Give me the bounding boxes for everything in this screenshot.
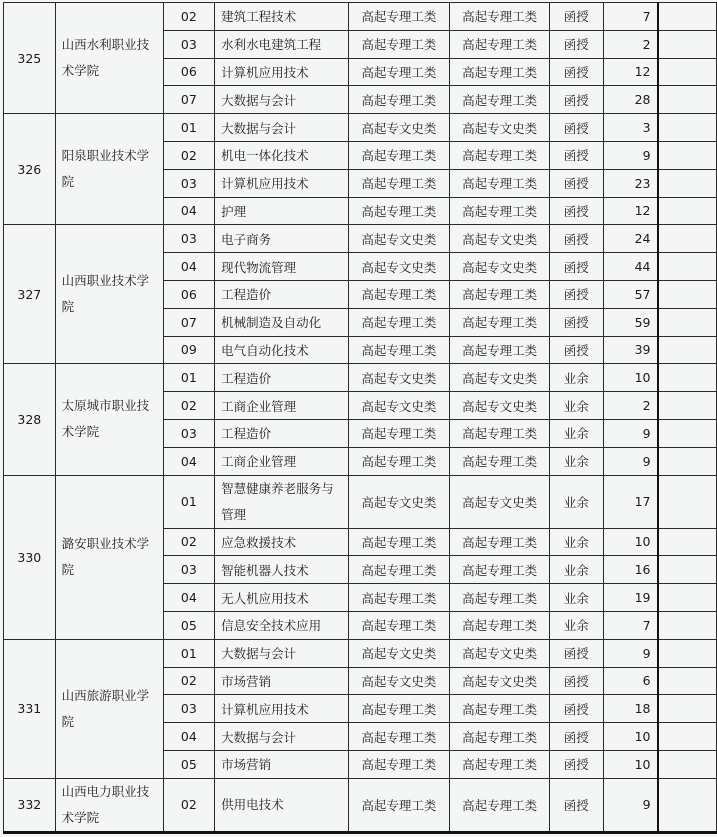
empty-cell — [658, 364, 717, 392]
exam-category: 高起专理工类 — [450, 336, 550, 364]
major-code: 03 — [163, 225, 214, 253]
category: 高起专理工类 — [348, 169, 450, 197]
institution-code: 325 — [4, 3, 56, 114]
major-code: 03 — [163, 419, 214, 447]
empty-cell — [658, 667, 717, 695]
plan-count: 18 — [603, 695, 657, 723]
table-row — [4, 114, 717, 142]
empty-cell — [658, 723, 717, 751]
exam-category: 高起专文史类 — [450, 639, 550, 667]
study-mode: 业余 — [549, 611, 603, 639]
category: 高起专理工类 — [348, 528, 450, 556]
exam-category: 高起专理工类 — [450, 280, 550, 308]
category: 高起专理工类 — [348, 3, 450, 31]
study-mode: 业余 — [549, 556, 603, 584]
study-mode: 函授 — [549, 778, 603, 832]
study-mode: 业余 — [549, 584, 603, 612]
institution-code: 326 — [4, 114, 56, 225]
study-mode: 函授 — [549, 58, 603, 86]
exam-category: 高起专理工类 — [450, 556, 550, 584]
major-name: 智能机器人技术 — [215, 556, 349, 584]
exam-category: 高起专理工类 — [450, 750, 550, 778]
major-name: 机械制造及自动化 — [215, 308, 349, 336]
major-code: 03 — [163, 556, 214, 584]
table-row — [4, 3, 717, 31]
institution-name: 阳泉职业技术学院 — [55, 114, 163, 225]
major-code: 09 — [163, 336, 214, 364]
major-name: 市场营销 — [215, 667, 349, 695]
exam-category: 高起专理工类 — [450, 611, 550, 639]
exam-category: 高起专文史类 — [450, 475, 550, 528]
category: 高起专理工类 — [348, 58, 450, 86]
institution-name: 太原城市职业技术学院 — [55, 364, 163, 475]
exam-category: 高起专理工类 — [450, 30, 550, 58]
exam-category: 高起专文史类 — [450, 114, 550, 142]
empty-cell — [658, 639, 717, 667]
plan-count: 9 — [603, 141, 657, 169]
category: 高起专理工类 — [348, 723, 450, 751]
major-name: 信息安全技术应用 — [215, 611, 349, 639]
major-code: 05 — [163, 611, 214, 639]
plan-count: 10 — [603, 723, 657, 751]
major-code: 02 — [163, 528, 214, 556]
exam-category: 高起专理工类 — [450, 584, 550, 612]
major-code: 01 — [163, 639, 214, 667]
institution-code: 327 — [4, 225, 56, 364]
major-name: 供用电技术 — [215, 778, 349, 832]
empty-cell — [658, 253, 717, 281]
study-mode: 函授 — [549, 253, 603, 281]
institution-name: 潞安职业技术学院 — [55, 475, 163, 639]
exam-category: 高起专理工类 — [450, 3, 550, 31]
category: 高起专理工类 — [348, 280, 450, 308]
study-mode: 函授 — [549, 30, 603, 58]
major-name: 大数据与会计 — [215, 86, 349, 114]
institution-name: 山西电力职业技术学院 — [55, 778, 163, 832]
empty-cell — [658, 695, 717, 723]
exam-category: 高起专理工类 — [450, 528, 550, 556]
exam-category: 高起专理工类 — [450, 447, 550, 475]
plan-count: 17 — [603, 475, 657, 528]
plan-count: 10 — [603, 528, 657, 556]
enrollment-plan-table — [3, 2, 717, 834]
exam-category: 高起专理工类 — [450, 308, 550, 336]
major-code: 04 — [163, 197, 214, 225]
major-name: 现代物流管理 — [215, 253, 349, 281]
major-code: 03 — [163, 169, 214, 197]
category: 高起专理工类 — [348, 308, 450, 336]
major-code: 07 — [163, 308, 214, 336]
major-code: 04 — [163, 253, 214, 281]
study-mode: 函授 — [549, 3, 603, 31]
major-name: 市场营销 — [215, 750, 349, 778]
study-mode: 业余 — [549, 528, 603, 556]
plan-count: 9 — [603, 639, 657, 667]
empty-cell — [658, 392, 717, 420]
major-code: 01 — [163, 475, 214, 528]
study-mode: 函授 — [549, 639, 603, 667]
plan-count: 3 — [603, 114, 657, 142]
study-mode: 函授 — [549, 667, 603, 695]
table-row — [4, 778, 717, 832]
major-name: 工程造价 — [215, 364, 349, 392]
major-name: 智慧健康养老服务与管理 — [215, 475, 349, 528]
category: 高起专文史类 — [348, 114, 450, 142]
exam-category: 高起专文史类 — [450, 225, 550, 253]
empty-cell — [658, 750, 717, 778]
major-code: 04 — [163, 723, 214, 751]
exam-category: 高起专文史类 — [450, 364, 550, 392]
empty-cell — [658, 86, 717, 114]
major-code: 07 — [163, 86, 214, 114]
study-mode: 函授 — [549, 750, 603, 778]
category: 高起专理工类 — [348, 141, 450, 169]
plan-count: 2 — [603, 392, 657, 420]
empty-cell — [658, 556, 717, 584]
major-name: 护理 — [215, 197, 349, 225]
major-name: 应急救援技术 — [215, 528, 349, 556]
table-row — [4, 364, 717, 392]
study-mode: 业余 — [549, 392, 603, 420]
category: 高起专文史类 — [348, 475, 450, 528]
study-mode: 函授 — [549, 225, 603, 253]
exam-category: 高起专理工类 — [450, 58, 550, 86]
category: 高起专理工类 — [348, 778, 450, 832]
major-code: 02 — [163, 3, 214, 31]
empty-cell — [658, 419, 717, 447]
empty-cell — [658, 114, 717, 142]
plan-count: 59 — [603, 308, 657, 336]
empty-cell — [658, 3, 717, 31]
category: 高起专理工类 — [348, 750, 450, 778]
plan-count: 9 — [603, 778, 657, 832]
major-name: 水利水电建筑工程 — [215, 30, 349, 58]
empty-cell — [658, 225, 717, 253]
exam-category: 高起专理工类 — [450, 695, 550, 723]
table-row — [4, 639, 717, 667]
plan-count: 44 — [603, 253, 657, 281]
plan-count: 6 — [603, 667, 657, 695]
empty-cell — [658, 58, 717, 86]
major-name: 电气自动化技术 — [215, 336, 349, 364]
study-mode: 业余 — [549, 419, 603, 447]
major-code: 04 — [163, 584, 214, 612]
major-name: 工商企业管理 — [215, 392, 349, 420]
category: 高起专理工类 — [348, 556, 450, 584]
exam-category: 高起专理工类 — [450, 169, 550, 197]
study-mode: 业余 — [549, 475, 603, 528]
plan-count: 10 — [603, 750, 657, 778]
category: 高起专理工类 — [348, 447, 450, 475]
major-code: 02 — [163, 392, 214, 420]
institution-name: 山西水利职业技术学院 — [55, 3, 163, 114]
category: 高起专理工类 — [348, 197, 450, 225]
study-mode: 函授 — [549, 723, 603, 751]
study-mode: 业余 — [549, 364, 603, 392]
study-mode: 函授 — [549, 86, 603, 114]
major-name: 大数据与会计 — [215, 723, 349, 751]
major-name: 工程造价 — [215, 419, 349, 447]
empty-cell — [658, 141, 717, 169]
empty-cell — [658, 447, 717, 475]
plan-count: 12 — [603, 58, 657, 86]
institution-name: 山西职业技术学院 — [55, 225, 163, 364]
empty-cell — [658, 778, 717, 832]
institution-code: 331 — [4, 639, 56, 778]
major-code: 03 — [163, 695, 214, 723]
category: 高起专文史类 — [348, 253, 450, 281]
exam-category: 高起专文史类 — [450, 253, 550, 281]
study-mode: 函授 — [549, 280, 603, 308]
plan-count: 16 — [603, 556, 657, 584]
exam-category: 高起专理工类 — [450, 141, 550, 169]
study-mode: 函授 — [549, 197, 603, 225]
major-name: 建筑工程技术 — [215, 3, 349, 31]
major-name: 机电一体化技术 — [215, 141, 349, 169]
category: 高起专理工类 — [348, 419, 450, 447]
major-code: 04 — [163, 447, 214, 475]
category: 高起专理工类 — [348, 695, 450, 723]
institution-name: 山西旅游职业学院 — [55, 639, 163, 778]
plan-count: 9 — [603, 447, 657, 475]
table-row — [4, 225, 717, 253]
study-mode: 业余 — [549, 447, 603, 475]
study-mode: 函授 — [549, 141, 603, 169]
major-code: 01 — [163, 364, 214, 392]
major-name: 大数据与会计 — [215, 114, 349, 142]
institution-code: 328 — [4, 364, 56, 475]
empty-cell — [658, 584, 717, 612]
plan-count: 57 — [603, 280, 657, 308]
category: 高起专理工类 — [348, 336, 450, 364]
empty-cell — [658, 528, 717, 556]
major-code: 06 — [163, 58, 214, 86]
exam-category: 高起专理工类 — [450, 723, 550, 751]
exam-category: 高起专理工类 — [450, 419, 550, 447]
major-name: 大数据与会计 — [215, 639, 349, 667]
category: 高起专理工类 — [348, 584, 450, 612]
exam-category: 高起专文史类 — [450, 667, 550, 695]
exam-category: 高起专理工类 — [450, 197, 550, 225]
empty-cell — [658, 280, 717, 308]
category: 高起专文史类 — [348, 225, 450, 253]
category: 高起专文史类 — [348, 364, 450, 392]
category: 高起专理工类 — [348, 611, 450, 639]
study-mode: 函授 — [549, 114, 603, 142]
study-mode: 函授 — [549, 336, 603, 364]
empty-cell — [658, 197, 717, 225]
table-row — [4, 475, 717, 528]
plan-count: 28 — [603, 86, 657, 114]
plan-count: 24 — [603, 225, 657, 253]
major-code: 06 — [163, 280, 214, 308]
category: 高起专文史类 — [348, 639, 450, 667]
exam-category: 高起专理工类 — [450, 778, 550, 832]
plan-count: 7 — [603, 3, 657, 31]
major-name: 无人机应用技术 — [215, 584, 349, 612]
plan-count: 23 — [603, 169, 657, 197]
exam-category: 高起专文史类 — [450, 392, 550, 420]
empty-cell — [658, 308, 717, 336]
major-name: 计算机应用技术 — [215, 169, 349, 197]
major-name: 工商企业管理 — [215, 447, 349, 475]
exam-category: 高起专理工类 — [450, 86, 550, 114]
category: 高起专文史类 — [348, 392, 450, 420]
plan-count: 2 — [603, 30, 657, 58]
major-code: 03 — [163, 30, 214, 58]
plan-count: 19 — [603, 584, 657, 612]
major-name: 工程造价 — [215, 280, 349, 308]
major-name: 计算机应用技术 — [215, 695, 349, 723]
major-code: 01 — [163, 114, 214, 142]
empty-cell — [658, 169, 717, 197]
plan-count: 10 — [603, 364, 657, 392]
plan-count: 39 — [603, 336, 657, 364]
study-mode: 函授 — [549, 695, 603, 723]
plan-count: 12 — [603, 197, 657, 225]
category: 高起专理工类 — [348, 30, 450, 58]
major-name: 计算机应用技术 — [215, 58, 349, 86]
major-code: 02 — [163, 141, 214, 169]
plan-count: 7 — [603, 611, 657, 639]
major-code: 05 — [163, 750, 214, 778]
empty-cell — [658, 30, 717, 58]
category: 高起专文史类 — [348, 667, 450, 695]
category: 高起专理工类 — [348, 86, 450, 114]
study-mode: 函授 — [549, 308, 603, 336]
major-code: 02 — [163, 667, 214, 695]
plan-count: 9 — [603, 419, 657, 447]
empty-cell — [658, 475, 717, 528]
major-name: 电子商务 — [215, 225, 349, 253]
study-mode: 函授 — [549, 169, 603, 197]
major-code: 02 — [163, 778, 214, 832]
empty-cell — [658, 336, 717, 364]
institution-code: 332 — [4, 778, 56, 832]
empty-cell — [658, 611, 717, 639]
institution-code: 330 — [4, 475, 56, 639]
